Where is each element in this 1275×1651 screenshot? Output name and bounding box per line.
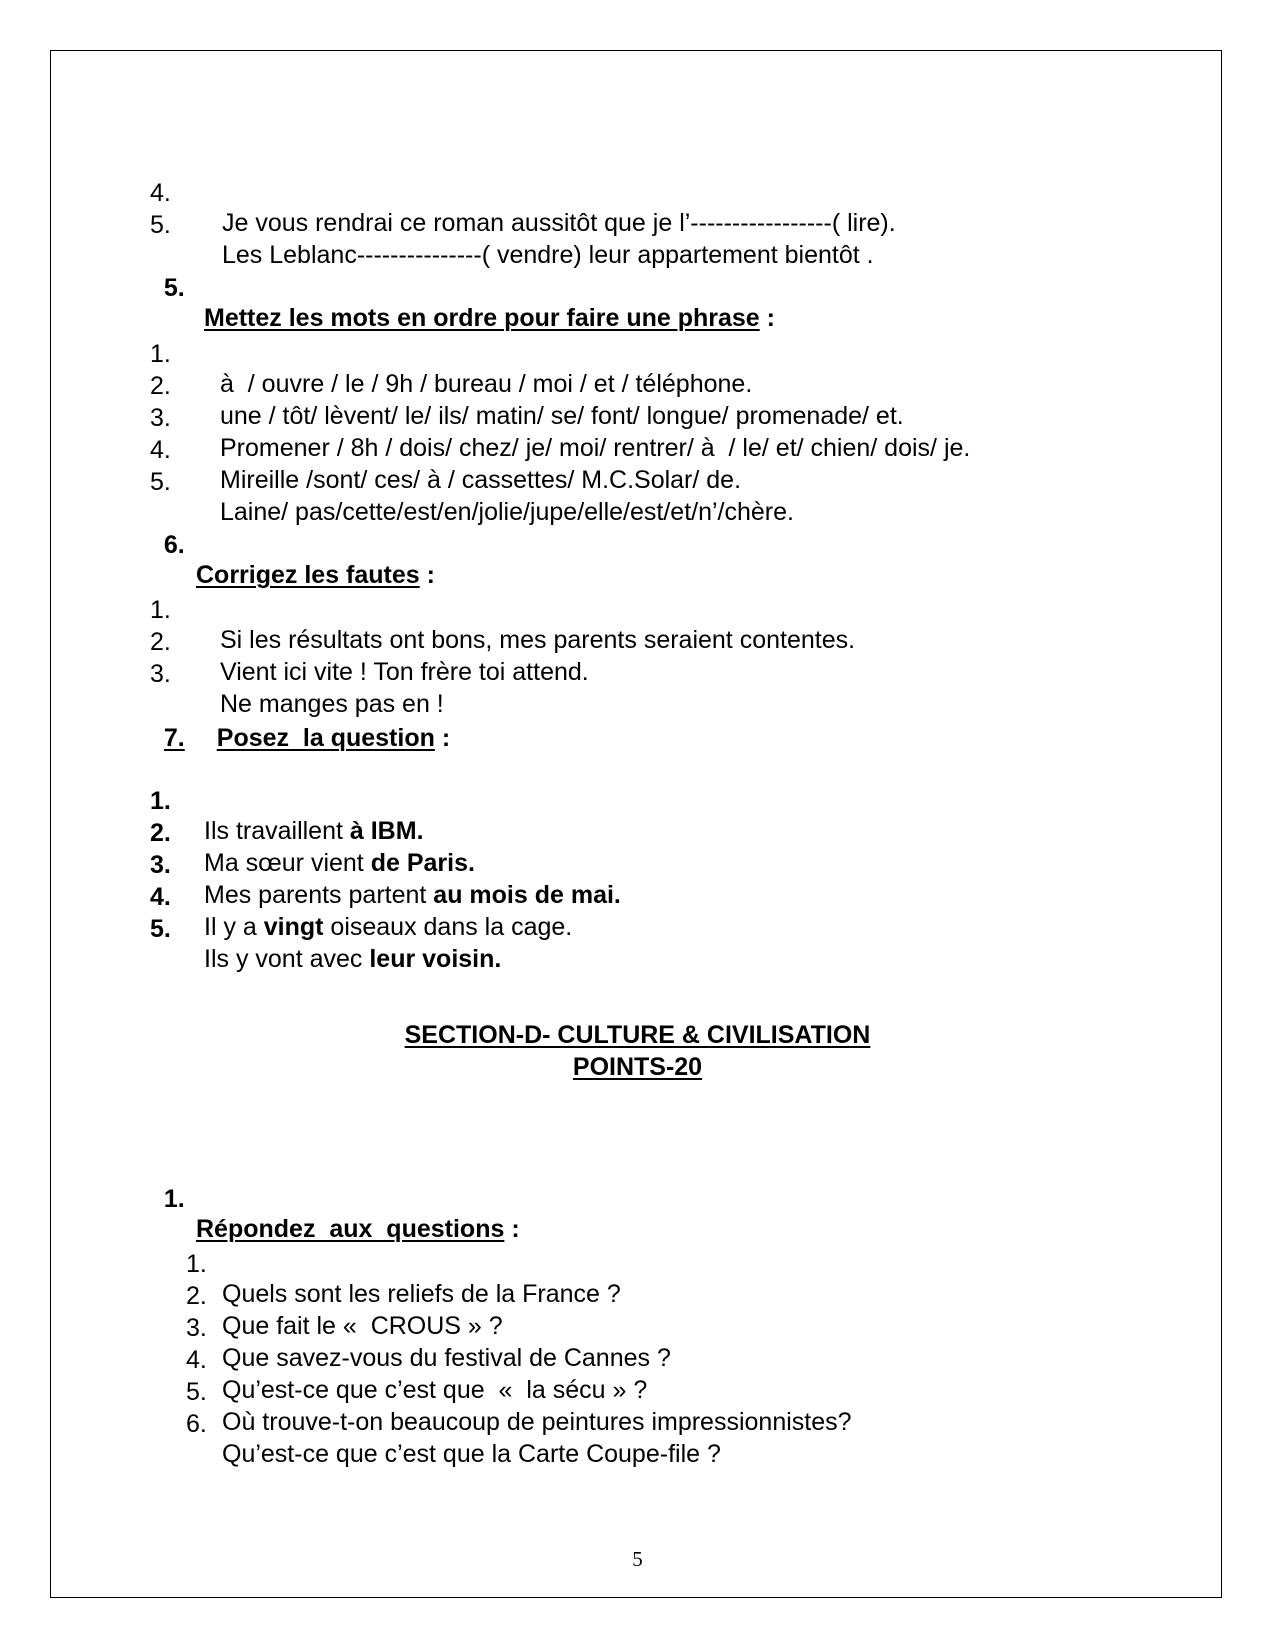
exercise-7-title: Posez la question: [216, 724, 435, 752]
section-d-exercise-1-title: Répondez aux questions: [196, 1215, 505, 1243]
section-points: POINTS-20: [572, 1053, 703, 1081]
list-item: 2. Que fait le « CROUS » ?: [186, 1282, 503, 1340]
list-item: 4. Je vous rendrai ce roman aussitôt que je l’-----------------( lire).: [150, 179, 896, 237]
list-item: 1. à / ouvre / le / 9h / bureau / moi / et / téléphone.: [150, 340, 753, 398]
list-item: 3. Que savez-vous du festival de Cannes ?: [186, 1314, 671, 1372]
list-item: 1. Si les résultats ont bons, mes parents seraient contentes.: [150, 596, 856, 654]
list-item: 4. Qu’est-ce que c’est que « la sécu » ?: [186, 1346, 648, 1404]
exercise-5-title: Mettez les mots en ordre pour faire une phrase: [204, 304, 760, 332]
list-item: 3. Ne manges pas en !: [150, 660, 444, 718]
exercise-5-heading: 5. Mettez les mots en ordre pour faire une phrase :: [163, 274, 775, 332]
list-item: 3. Promener / 8h / dois/ chez/ je/ moi/ rentrer/ à / le/ et/ chien/ dois/ je.: [150, 404, 971, 462]
list-item: 6. Qu’est-ce que c’est que la Carte Coupe-file ?: [186, 1410, 721, 1468]
page-number: 5: [632, 1547, 643, 1571]
list-item: 2. Ma sœur vient de Paris.: [150, 819, 475, 877]
list-item: 1. Ils travaillent à IBM.: [150, 787, 424, 845]
exercise-7-heading: 7. Posez la question :: [163, 724, 451, 752]
list-item: 2. Vient ici vite ! Ton frère toi attend.: [150, 628, 589, 686]
list-item: 4. Il y a vingt oiseaux dans la cage.: [150, 883, 573, 941]
list-item: 5. Ils y vont avec leur voisin.: [150, 915, 502, 973]
list-item: 5. Laine/ pas/cette/est/en/jolie/jupe/elle/est/et/n’/chère.: [150, 468, 794, 526]
list-item: 5. Où trouve-t-on beaucoup de peintures impressionnistes?: [186, 1378, 852, 1436]
list-item: 4. Mireille /sont/ ces/ à / cassettes/ M.C.Solar/ de.: [150, 436, 742, 494]
list-item: 2. une / tôt/ lèvent/ le/ ils/ matin/ se/ font/ longue/ promenade/ et.: [150, 372, 904, 430]
list-item: 3. Mes parents partent au mois de mai.: [150, 851, 621, 909]
section-title: SECTION-D- CULTURE & CIVILISATION: [404, 1021, 871, 1049]
list-item: 5. Les Leblanc---------------( vendre) leur appartement bientôt .: [150, 211, 874, 269]
list-item: 1. Quels sont les reliefs de la France ?: [186, 1250, 621, 1308]
exercise-6-title: Corrigez les fautes: [196, 561, 420, 589]
section-d-exercise-1-heading: 1. Répondez aux questions :: [163, 1185, 520, 1243]
exercise-6-heading: 6. Corrigez les fautes :: [163, 531, 435, 589]
